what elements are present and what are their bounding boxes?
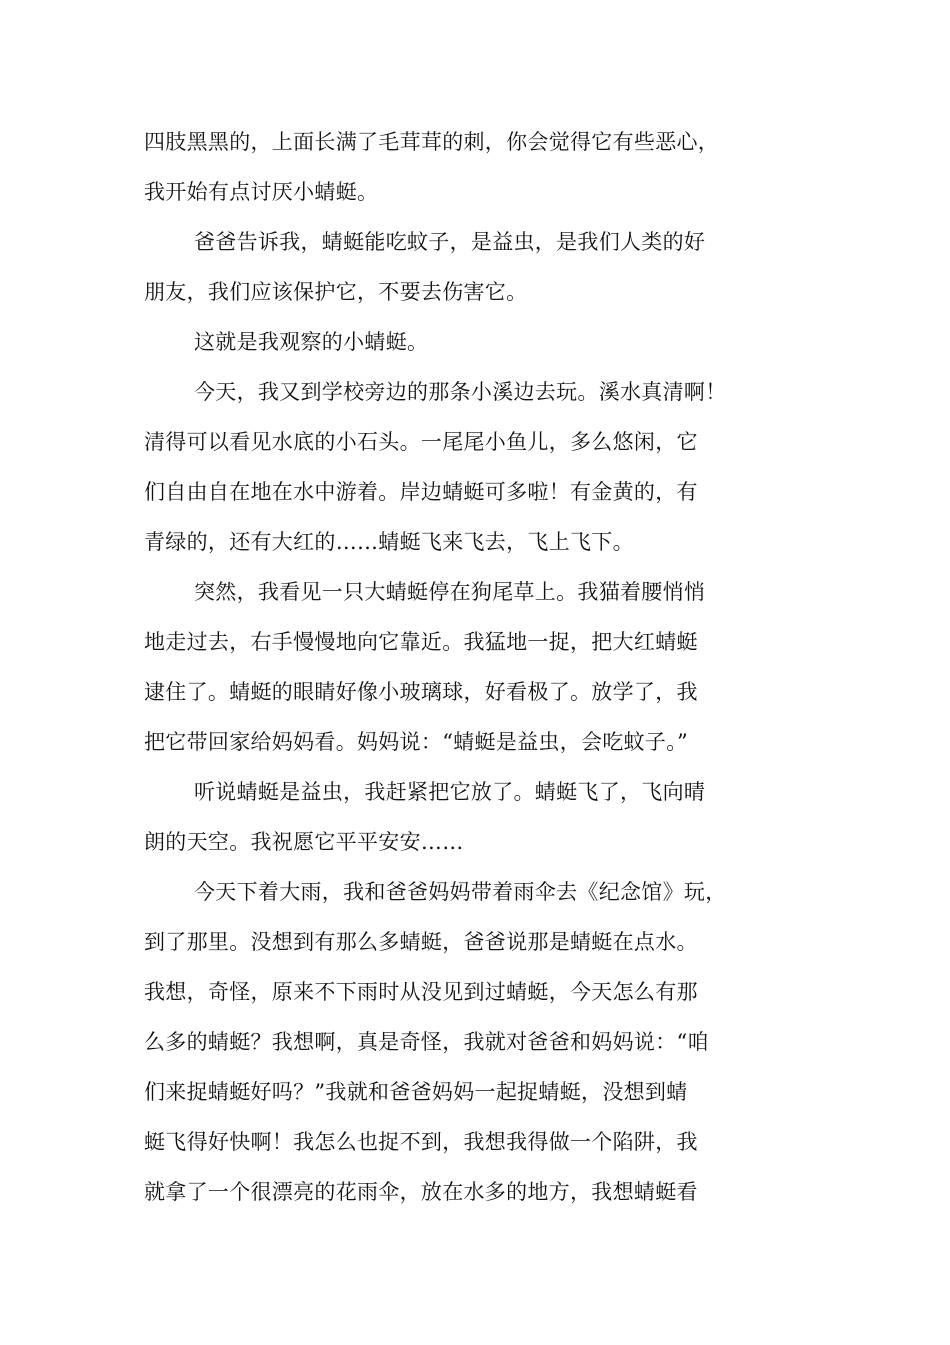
text-line: 青绿的，还有大红的……蜻蜓飞来飞去，飞上飞下。 — [144, 530, 634, 554]
text-line: 四肢黑黑的，上面长满了毛茸茸的刺，你会觉得它有些恶心， — [144, 130, 720, 154]
text-line: 逮住了。蜻蜓的眼睛好像小玻璃球，好看极了。放学了，我 — [144, 680, 698, 704]
text-line: 们来捉蜻蜓好吗？”我就和爸爸妈妈一起捉蜻蜓，没想到蜻 — [144, 1080, 688, 1104]
text-line: 突然，我看见一只大蜻蜓停在狗尾草上。我猫着腰悄悄 — [194, 580, 706, 604]
text-line: 这就是我观察的小蜻蜓。 — [194, 330, 429, 354]
text-line: 蜓飞得好快啊！我怎么也捉不到，我想我得做一个陷阱，我 — [144, 1130, 698, 1154]
text-line: 到了那里。没想到有那么多蜻蜓，爸爸说那是蜻蜓在点水。 — [144, 930, 698, 954]
text-line: 今天，我又到学校旁边的那条小溪边去玩。溪水真清啊！ — [194, 380, 727, 404]
text-line: 么多的蜻蜓？我想啊，真是奇怪，我就对爸爸和妈妈说：“咱 — [144, 1030, 709, 1054]
text-line: 们自由自在地在水中游着。岸边蜻蜓可多啦！有金黄的，有 — [144, 480, 698, 504]
text-line: 我开始有点讨厌小蜻蜓。 — [144, 180, 379, 204]
text-line: 我想，奇怪，原来不下雨时从没见到过蜻蜓，今天怎么有那 — [144, 980, 698, 1004]
text-line: 爸爸告诉我，蜻蜓能吃蚊子，是益虫，是我们人类的好 — [194, 230, 706, 254]
text-line: 朋友，我们应该保护它，不要去伤害它。 — [144, 280, 528, 304]
text-line: 清得可以看见水底的小石头。一尾尾小鱼儿，多么悠闲，它 — [144, 430, 698, 454]
text-line: 朗的天空。我祝愿它平平安安…… — [144, 830, 464, 854]
text-line: 听说蜻蜓是益虫，我赶紧把它放了。蜻蜓飞了，飞向晴 — [194, 780, 706, 804]
text-line: 今天下着大雨，我和爸爸妈妈带着雨伞去《纪念馆》玩， — [194, 880, 727, 904]
text-line: 地走过去，右手慢慢地向它靠近。我猛地一捉，把大红蜻蜓 — [144, 630, 698, 654]
text-line: 把它带回家给妈妈看。妈妈说：“蜻蜓是益虫，会吃蚊子。” — [144, 730, 689, 754]
text-line: 就拿了一个很漂亮的花雨伞，放在水多的地方，我想蜻蜓看 — [144, 1180, 698, 1204]
